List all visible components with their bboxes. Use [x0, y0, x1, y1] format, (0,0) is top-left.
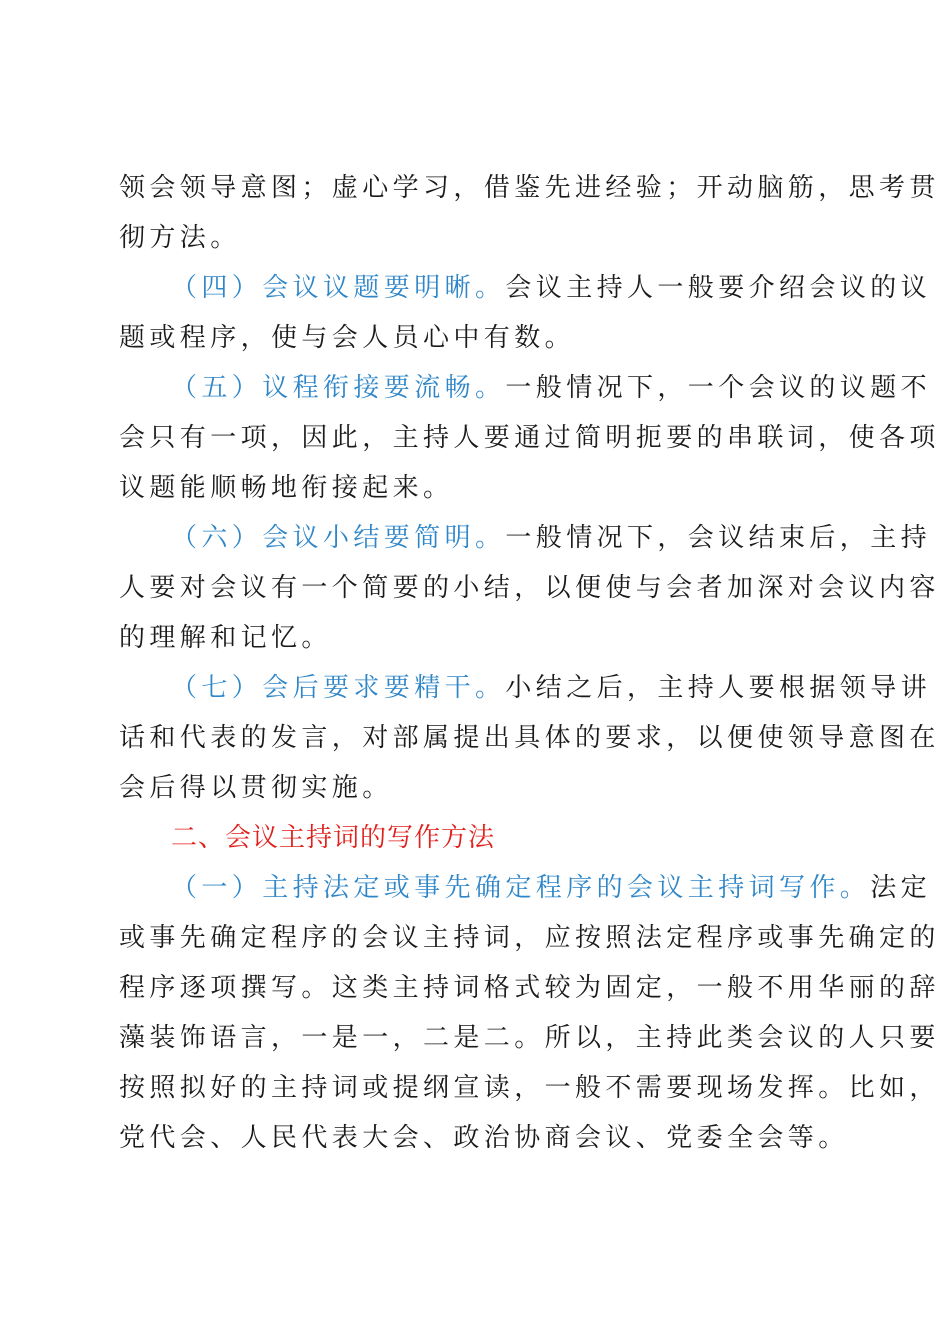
body-line: 会后得以贯彻实施。: [119, 773, 393, 803]
paragraph-line: [171, 670, 932, 706]
body-line: 的理解和记忆。: [119, 623, 332, 653]
subheading-liu: （六）会议小结要简明。: [171, 523, 506, 553]
body-line: 或事先确定程序的会议主持词，应按照法定程序或事先确定的: [119, 923, 940, 953]
subheading-yi: （一）主持法定或事先确定程序的会议主持词写作。: [171, 873, 871, 903]
subheading-qi: （七）会后要求要精干。: [171, 673, 506, 703]
body-line: 议题能顺畅地衔接起来。: [119, 473, 454, 503]
body-line: 藻装饰语言，一是一，二是二。所以，主持此类会议的人只要: [119, 1023, 940, 1053]
paragraph-line: [171, 370, 932, 406]
body-text: 会议主持人一般要介绍会议的议: [505, 273, 932, 303]
body-line: 按照拟好的主持词或提纲宣读，一般不需要现场发挥。比如，: [119, 1073, 940, 1103]
body-line: 题或程序，使与会人员心中有数。: [119, 323, 576, 353]
body-line: 会只有一项，因此，主持人要通过简明扼要的串联词，使各项: [119, 423, 940, 453]
paragraph-line: [171, 270, 932, 306]
body-text: 法定: [870, 873, 932, 903]
subheading-wu: （五）议程衔接要流畅。: [171, 373, 506, 403]
body-text: 小结之后，主持人要根据领导讲: [505, 673, 932, 703]
subheading-si: （四）会议议题要明晰。: [171, 273, 506, 303]
body-line: 领会领导意图；虚心学习，借鉴先进经验；开动脑筋，思考贯: [119, 173, 940, 203]
section-heading: 二、会议主持词的写作方法: [171, 823, 496, 853]
body-line: 人要对会议有一个简要的小结，以便使与会者加深对会议内容: [119, 573, 940, 603]
paragraph-line: [171, 520, 932, 556]
body-line: 话和代表的发言，对部属提出具体的要求，以便使领导意图在: [119, 723, 940, 753]
body-line: 党代会、人民代表大会、政治协商会议、党委全会等。: [119, 1123, 849, 1153]
body-line: 彻方法。: [119, 223, 241, 253]
body-text: 一般情况下，会议结束后，主持: [505, 523, 932, 553]
body-text: 一般情况下，一个会议的议题不: [505, 373, 932, 403]
body-line: 程序逐项撰写。这类主持词格式较为固定，一般不用华丽的辞: [119, 973, 940, 1003]
paragraph-line: [171, 870, 932, 906]
